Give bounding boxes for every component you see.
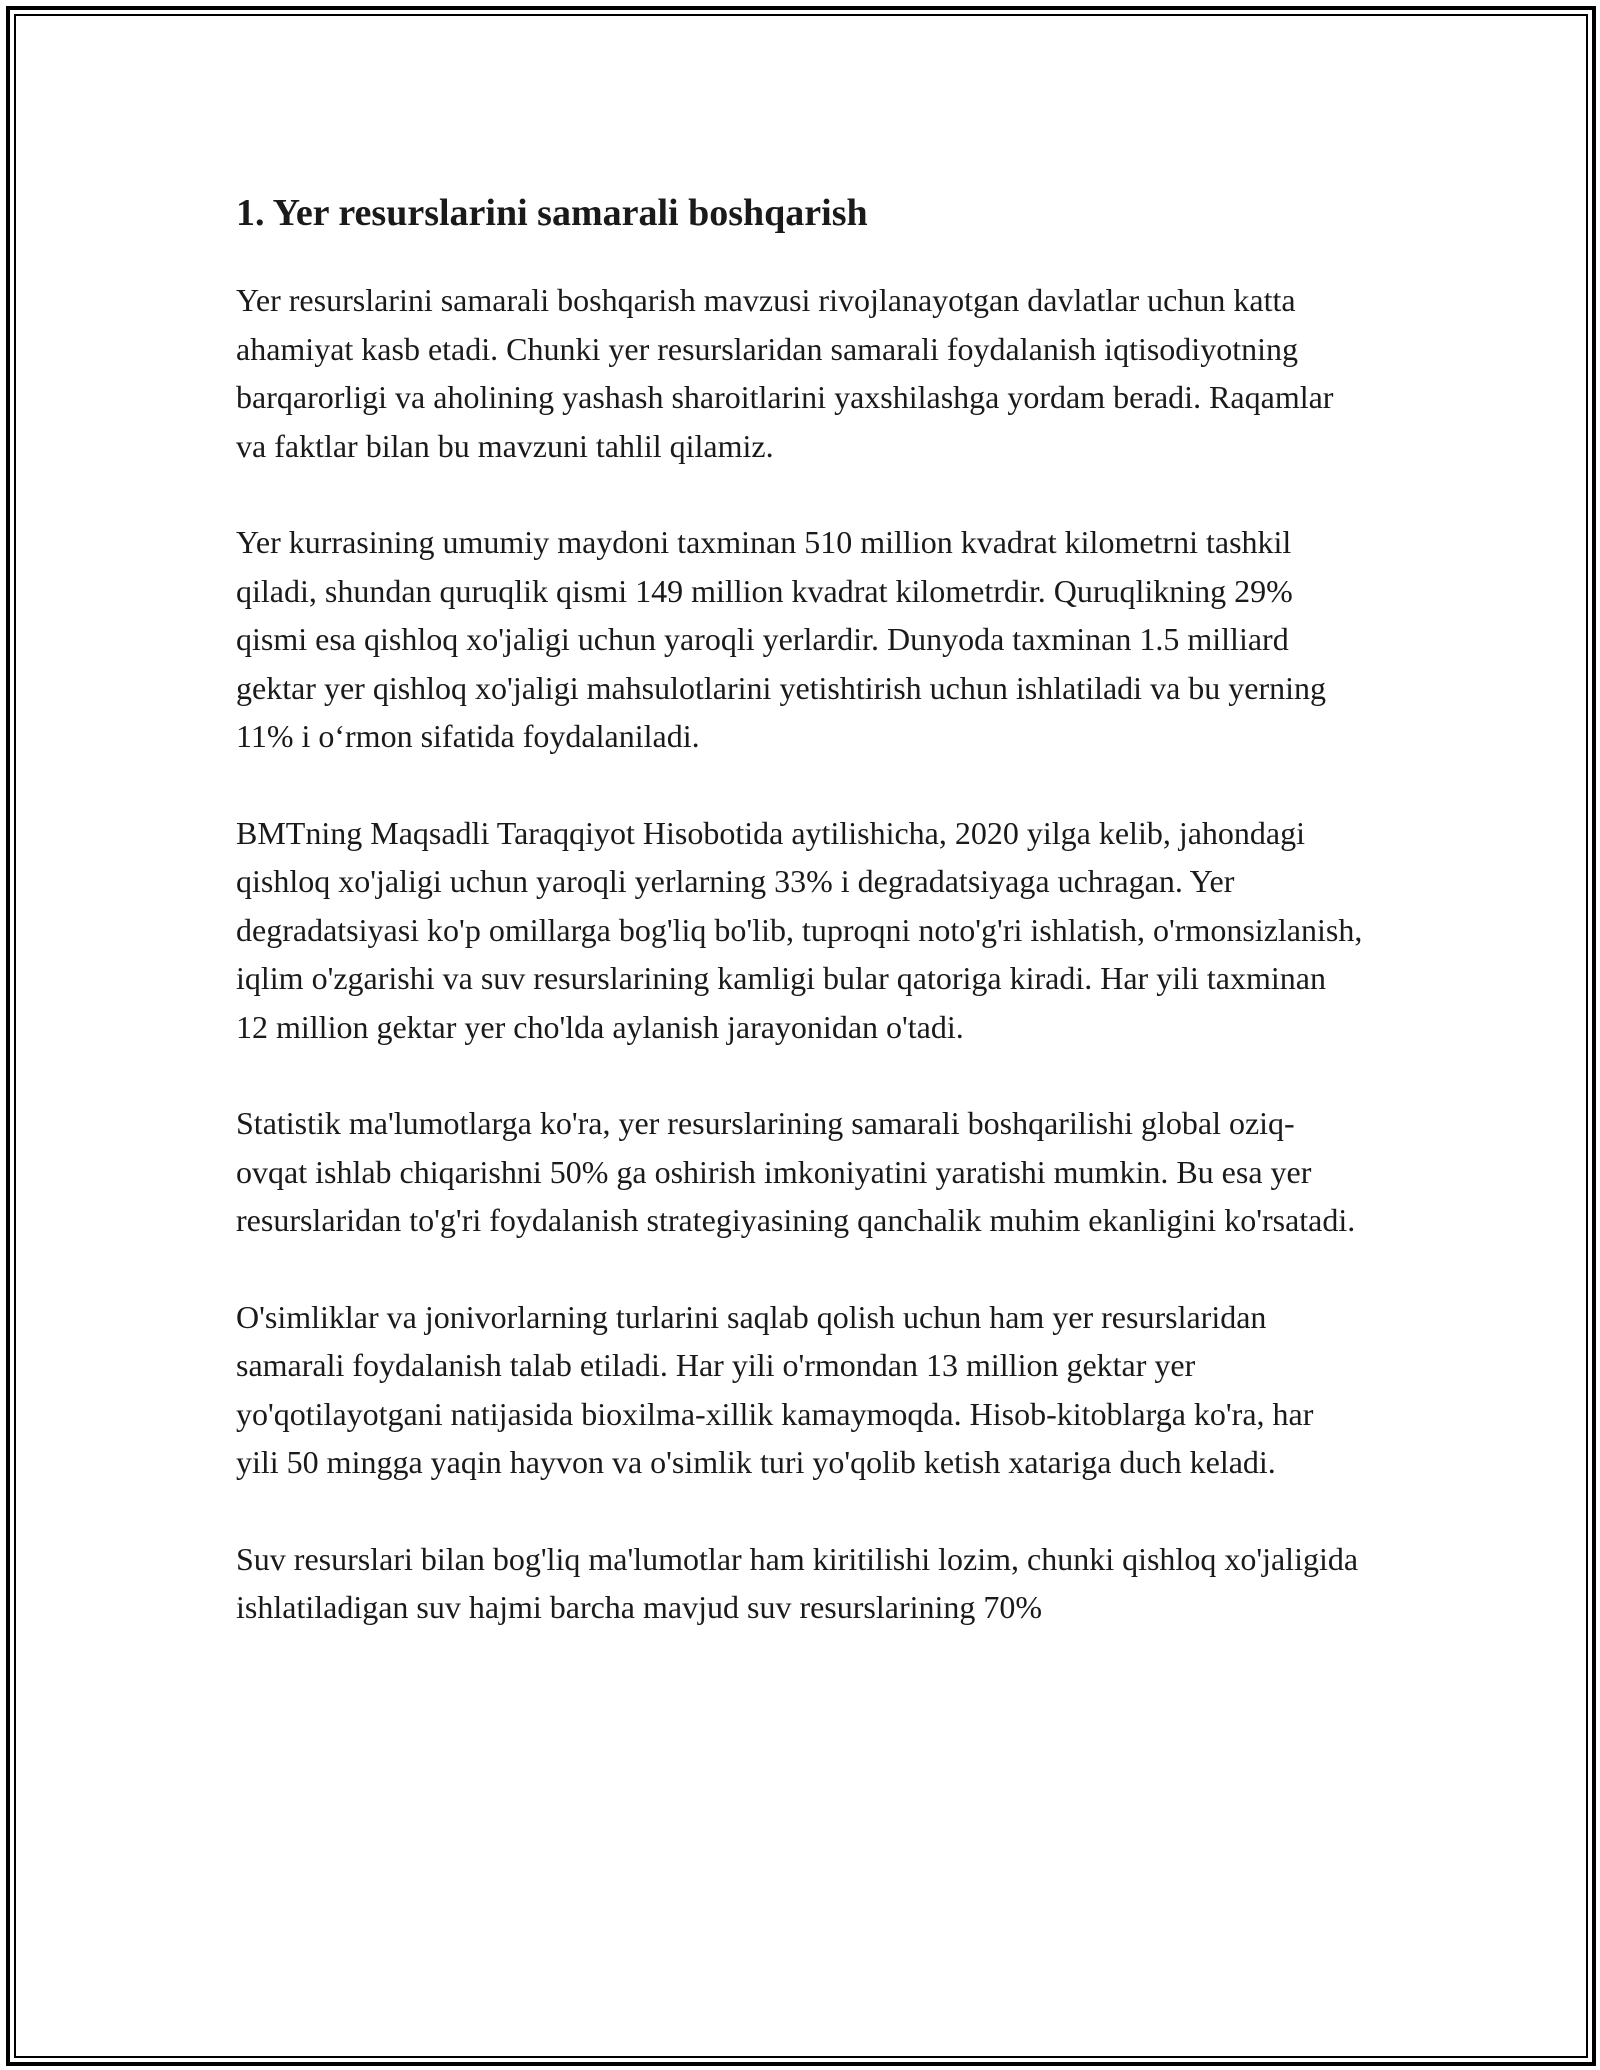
document-body [236, 186, 1364, 1680]
paragraph-water: Suv resurslari bilan bog'liq ma'lumotlar ham kiritilishi lozim, chunki qishloq xo'jaligida ishlatiladigan suv hajmi barcha mavjud suv resurslarining 70% [236, 1540, 1359, 1625]
section-heading: 1. Yer resurslarini samarali boshqarish [236, 192, 868, 234]
paragraph-intro: Yer resurslarini samarali boshqarish mavzusi rivojlanayotgan davlatlar uchun katta ahamiyat kasb etadi. Chunki yer resurslaridan samarali foydalanish iqtisodiyotning barqarorligi va aholining yashash sharoitlarini yaxshilashga yordam beradi. Raqamlar va faktlar bilan bu mavzuni tahlil qilamiz. [236, 282, 1334, 464]
paragraph-statistics: Statistik ma'lumotlarga ko'ra, yer resurslarining samarali boshqarilishi global oziq-ovqat ishlab chiqarishni 50% ga oshirish imkoniyatini yaratishi mumkin. Bu esa yer resurslaridan to'g'ri foydalanish strategiyasining qanchalik muhim ekanligini ko'rsatadi. [236, 1105, 1356, 1238]
paragraph-biodiversity: O'simliklar va jonivorlarning turlarini saqlab qolish uchun ham yer resurslaridan samarali foydalanish talab etiladi. Har yili o'rmondan 13 million gektar yer yo'qotilayotgani natijasida bioxilma-xillik kamaymoqda. Hisob-kitoblarga ko'ra, har yili 50 mingga yaqin hayvon va o'simlik turi yo'qolib ketish xatariga duch keladi. [236, 1298, 1314, 1480]
paragraph-degradation: BMTning Maqsadli Taraqqiyot Hisobotida aytilishicha, 2020 yilga kelib, jahondagi qishloq xo'jaligi uchun yaroqli yerlarning 33% i degradatsiyaga uchragan. Yer degradatsiyasi ko'p omillarga bog'liq bo'lib, tuproqni noto'g'ri ishlatish, o'rmonsizlanish, iqlim o'zgarishi va suv resurslarining kamligi bular qatoriga kiradi. Har yili taxminan 12 million gektar yer cho'lda aylanish jarayonidan o'tadi. [236, 814, 1363, 1045]
paragraph-land-area: Yer kurrasining umumiy maydoni taxminan 510 million kvadrat kilometrni tashkil qiladi, shundan quruqlik qismi 149 million kvadrat kilometrdir. Quruqlikning 29% qismi esa qishloq xo'jaligi uchun yaroqli yerlardir. Dunyoda taxminan 1.5 milliard gektar yer qishloq xo'jaligi mahsulotlarini yetishtirish uchun ishlatiladi va bu yerning 11% i o‘rmon sifatida foydalaniladi. [236, 524, 1327, 754]
